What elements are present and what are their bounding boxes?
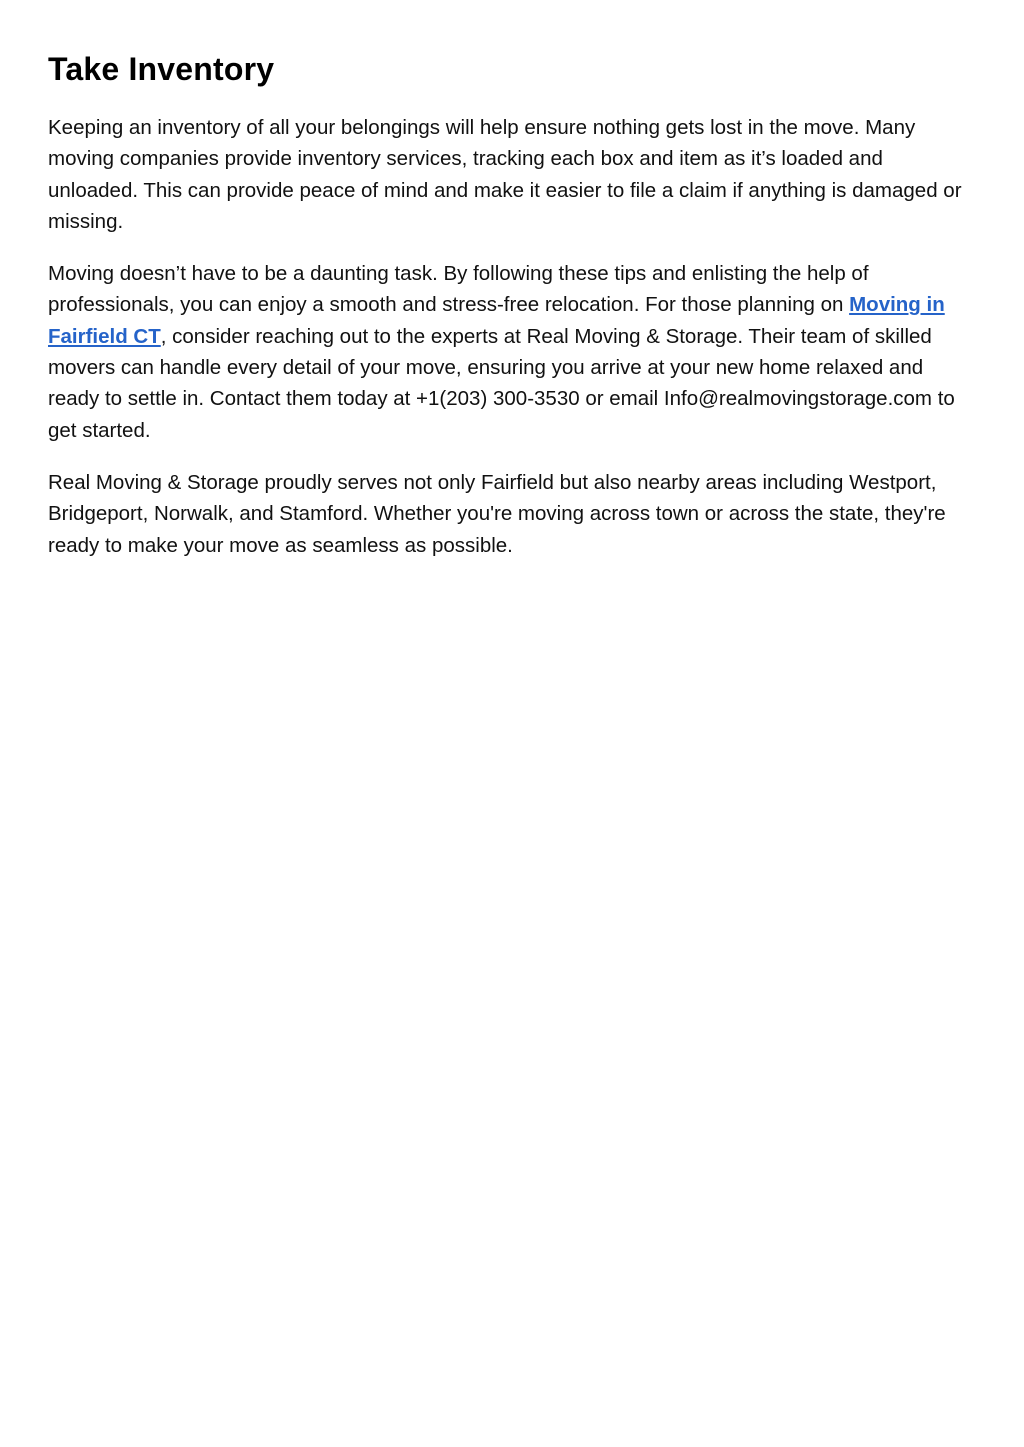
- contact-paragraph: [48, 258, 976, 446]
- contact-paragraph-details: , consider reaching out to the experts at Real Moving & Storage. Their team of skilled movers can handle every detail of your move, ensuring you arrive at your new home relaxed and ready to settle in. Contact them today at +1(203) 300-3530 or email Info@realmovingstorage.com to get started.: [48, 324, 955, 442]
- service-areas-paragraph: Real Moving & Storage proudly serves not only Fairfield but also nearby areas including Westport, Bridgeport, Norwalk, and Stamford. Whether you're moving across town or across the state, they're ready to make your move as seamless as possible.: [48, 470, 946, 557]
- moving-in-fairfield-link[interactable]: Moving in Fairfield CT: [48, 293, 945, 348]
- inventory-paragraph: Keeping an inventory of all your belongings will help ensure nothing gets lost in the move. Many moving companies provide inventory services, tracking each box and item as it’s loaded and unloaded. This can provide peace of mind and make it easier to file a claim if anything is damaged or missing.: [48, 116, 962, 233]
- contact-paragraph-intro: Moving doesn’t have to be a daunting task. By following these tips and enlisting the help of professionals, you can enjoy a smooth and stress-free relocation. For those planning on: [48, 262, 869, 317]
- section-heading: Take Inventory: [48, 51, 275, 87]
